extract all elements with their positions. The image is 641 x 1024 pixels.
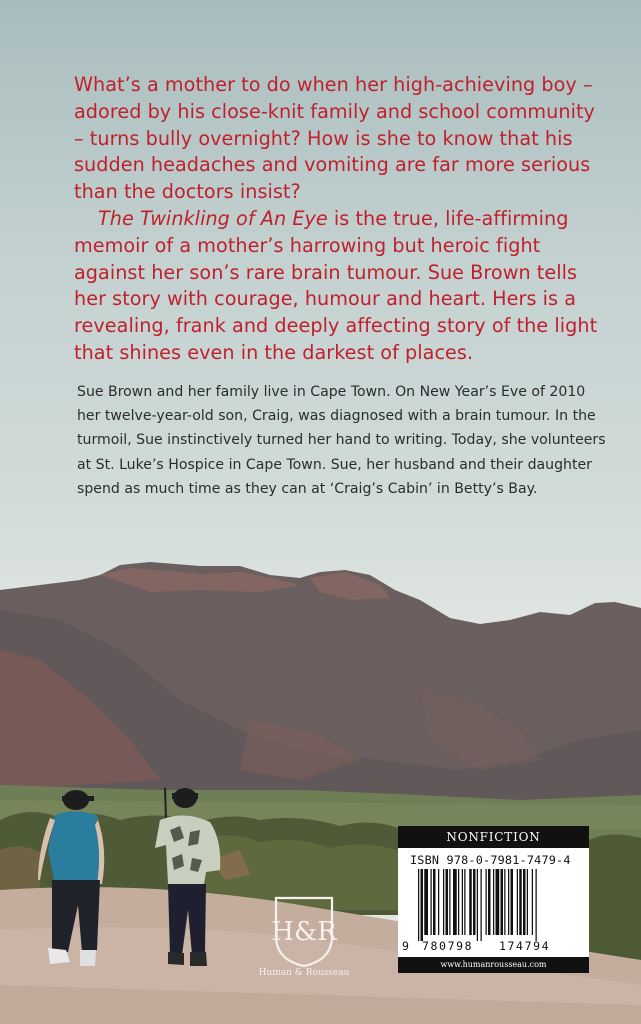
barcode-bar <box>473 869 476 935</box>
barcode-bar <box>418 869 419 941</box>
blurb-line: revealing, frank and deeply affecting story of the light <box>74 314 598 338</box>
isbn-text: ISBN 978-0-7981-7479-4 <box>410 853 571 867</box>
barcode-bar <box>519 869 522 935</box>
category-label: NONFICTION <box>398 826 589 848</box>
barcode-bar <box>486 869 487 935</box>
publisher-logo <box>262 888 346 970</box>
blurb-line: memoir of a mother’s harrowing but heroic fight <box>74 233 541 257</box>
barcode-group-left: 780798 <box>422 939 474 953</box>
barcode-bars <box>404 869 584 941</box>
barcode-panel <box>398 826 589 973</box>
barcode-bar <box>496 869 500 935</box>
bio-line: spend as much time as they can at ‘Craig’s Cabin’ in Betty’s Bay. <box>77 480 538 497</box>
blurb-line: adored by his close-knit family and school community <box>74 99 595 123</box>
barcode-bar <box>517 869 518 935</box>
barcode-bar <box>532 869 533 935</box>
barcode-bar <box>431 869 432 935</box>
barcode-bar <box>449 869 450 935</box>
barcode-bar <box>504 869 505 935</box>
bio-line: Sue Brown and her family live in Cape Town. On New Year’s Eve of 2010 <box>77 384 586 400</box>
blurb-line: than the doctors insist? <box>74 180 301 204</box>
blurb-line-rest: is the true, life-affirming <box>327 206 569 230</box>
barcode-bar <box>536 869 537 941</box>
barcode-group-right: 174794 <box>499 939 551 953</box>
publisher-monogram: H&R <box>271 917 337 947</box>
barcode-bar <box>481 869 482 941</box>
blurb-line: – turns bully overnight? How is she to know that his <box>74 126 573 150</box>
barcode-bar <box>508 869 509 935</box>
blurb-line: sudden headaches and vomiting are far more serious <box>74 153 591 177</box>
barcode-bar <box>488 869 491 935</box>
book-title: The Twinkling of An Eye <box>98 206 328 230</box>
blurb-line: What’s a mother to do when her high-achieving boy – <box>74 73 593 96</box>
barcode-bar <box>527 869 528 935</box>
bio-line: turmoil, Sue instinctively turned her hand to writing. Today, she volunteers <box>77 432 606 449</box>
barcode-bar <box>421 869 424 941</box>
publisher-url: www.humanrousseau.com <box>398 957 589 973</box>
bio-line: at St. Luke’s Hospice in Cape Town. Sue, her husband and their daughter <box>77 456 592 473</box>
barcode-bar <box>501 869 504 935</box>
barcode-bar <box>438 869 439 935</box>
barcode-bar <box>523 869 526 935</box>
barcode-bar <box>511 869 514 935</box>
author-bio <box>77 380 606 501</box>
barcode-bar <box>453 869 457 935</box>
barcode-bar <box>458 869 459 935</box>
blurb-line <box>74 206 594 233</box>
blurb-line: her story with courage, humour and heart. Hers is a <box>74 287 577 311</box>
bio-line: her twelve-year-old son, Craig, was diagnosed with a brain tumour. In the <box>77 408 596 425</box>
blurb-line: against her son’s rare brain tumour. Sue Brown tells <box>74 260 578 284</box>
barcode-bar <box>493 869 494 935</box>
barcode-bar <box>477 869 478 941</box>
blurb-line: that shines even in the darkest of places. <box>74 340 474 364</box>
barcode-bar <box>433 869 436 935</box>
publisher-name: Human & Rousseau <box>258 968 350 978</box>
cover-blurb <box>74 72 598 367</box>
barcode-bar <box>443 869 444 935</box>
barcode-bar <box>464 869 465 935</box>
barcode-bar <box>462 869 463 935</box>
barcode-bar <box>424 869 428 935</box>
barcode-first-digit: 9 <box>402 939 409 953</box>
barcode-bar <box>446 869 449 935</box>
barcode-bar <box>469 869 472 935</box>
